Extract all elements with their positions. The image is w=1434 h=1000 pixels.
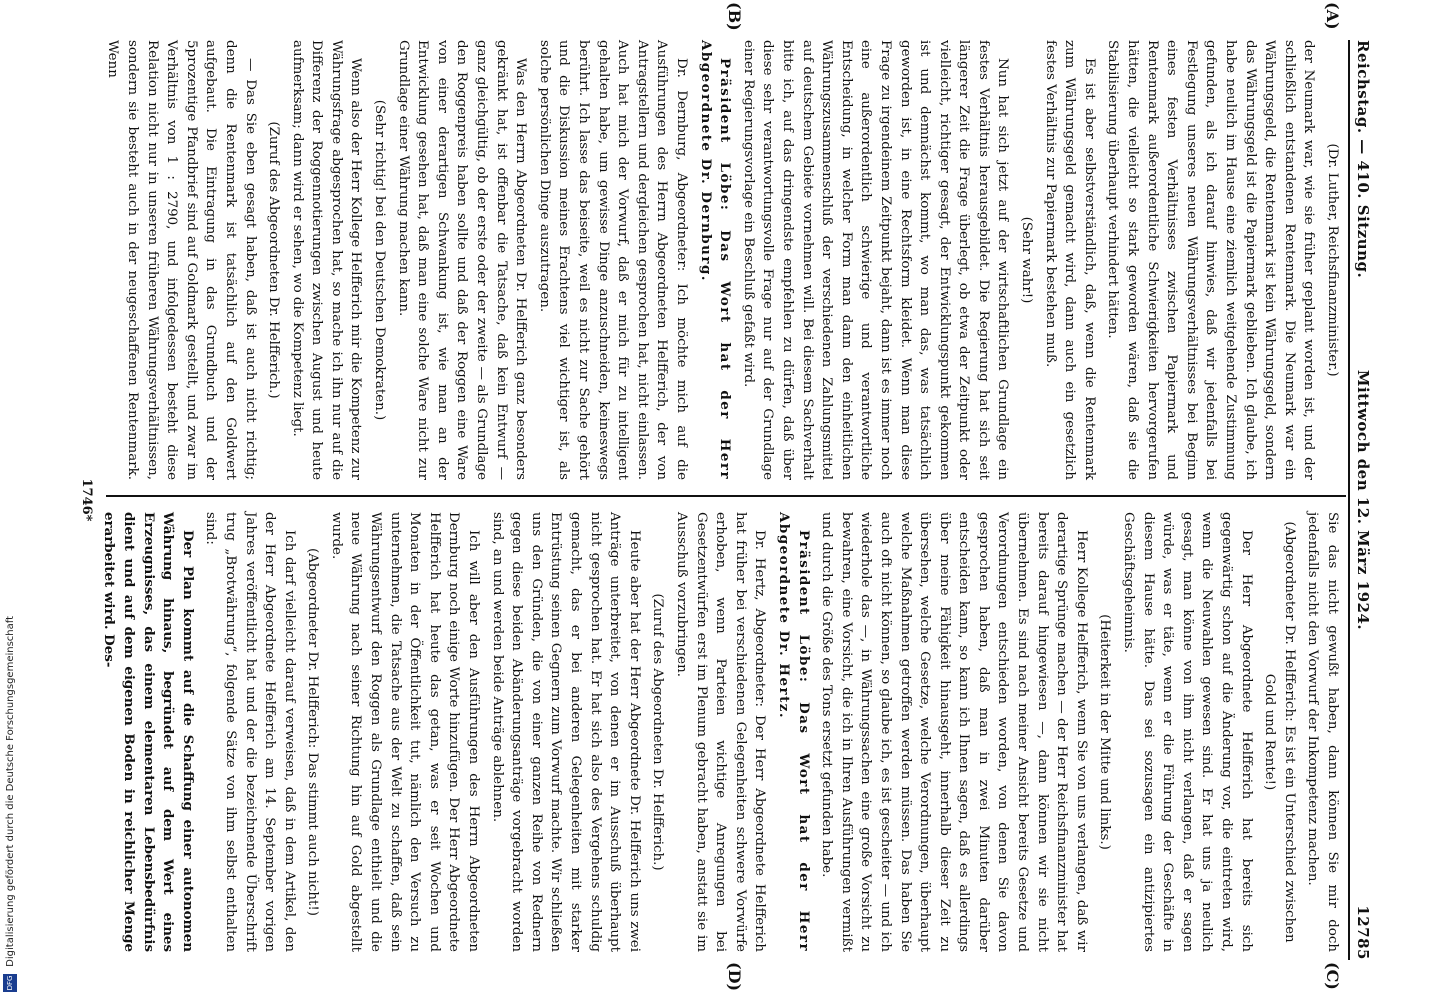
paragraph: Wenn also der Herr Kollege Helfferich mir die Kompetenz zur Währungsfrage abgesprochen hat, so mache ich ihn nur auf die Differenz der Roggennotierungen zwischen August und heute aufmerksam; dann wird er sehen, wo die Kompetenz liegt. [289,40,364,480]
credit-text: Digitalisierung gefördert durch die Deutsche Forschungsgemeinschaft [5,615,16,967]
paragraph: Der Plan kommt auf die Schaffung einer autonomen Währung hinaus, begründet auf dem Wert eines Erzeugnisses, das einem elementaren Lebensbedürfnis dient und auf dem eigenen Boden in reichlicher Menge erarbeitet wird. Des- [101,512,196,952]
paragraph: (Heiterkeit in der Mitte und links.) [1097,614,1113,850]
paragraph: (Zuruf des Abgeordneten Dr. Helfferich.) [650,593,666,871]
paragraph: — Das Sie eben gesagt haben, daß ist auch nicht richtig; denn die Rentenmark ist tatsächlich auf den Goldwert aufgebaut. Die Eintragung in das Grundbuch und der 5prozentige Pfandbrief sind auf Goldmark gestellt, und zwar im Verhältnis von 1 : 2790, und infolgedessen besteht diese Relation nicht nur in unseren früheren Währungsverhältnissen, sondern sie besteht auch in der neugeschaffenen Rentenmark. Wenn [105,40,258,480]
paragraph: (Abgeordneter Dr. Helfferich: Das stimmt auch nicht!) [305,547,321,916]
margin-marker-c: (C) [1323,962,1342,990]
header-left: Reichstag. — 410. Sitzung. [1354,40,1372,279]
left-text-column [99,40,1342,480]
paragraph: Dr. Hertz, Abgeordneter: Der Herr Abgeordnete Helfferich hat früher bei verschiedenen Gelegenheiten schwere Vorwürfe erhoben, wenn Parteien wichtige Anregungen bei Gesetzentwürfen erst im Plenum gebracht haben, anstatt sie im Ausschuß vorzubringen. [674,512,768,952]
paragraph: (Abgeordneter Dr. Helfferich: Es ist ein Unterschied zwischen Gold und Rente!) [1262,521,1297,943]
dfg-logo-icon: DFG [3,974,17,992]
paragraph: Nun hat sich jetzt auf der wirtschaftlichen Grundlage ein festes Verhältnis herausgebildet. Die Regierung hat sich seit längerer Zeit die Frage überlegt, ob etwa der Zeitpunkt oder vielleicht, richtiger gesagt, der Entwicklungspunkt gekommen ist und demnächst kommt, wo man das, was tatsächlich geworden ist, in eine Rechtsform kleidet. Wenn man diese Frage zu irgendeinem Zeitpunkt bejaht, dann ist es immer noch eine außerordentlich schwierige und verantwortliche Entscheidung, in welcher Form man dann den einheitlichen Währungszusammenschluß der verschiedenen Zahlungsmittel auf deutschem Gebiete vornehmen will. Bei diesem Sachverhalt bitte ich, auf das dringendste empfehlen zu dürfen, daß über diese sehr verantwortungsvolle Frage nur auf der Grundlage einer Regierungsvorlage ein Beschluß gefaßt wird. [740,40,1011,480]
paragraph: Dr. Dernburg, Abgeordneter: Ich möchte mich auf die Ausführungen des Herrn Abgeordneten Helfferich, der von Antragstellern und dergleichen gesprochen hat, nicht einlassen. Auch hat mich der Vorwurf, daß er mich für zu intelligent gehalten habe, um gewisse Dinge anzuschneiden, keineswegs berührt. Ich lasse das beiseite, weil es nicht zur Sache gehört und die Diskussion meines Erachtens viel wichtiger ist, als solche persönlichen Dinge auszutragen. [536,40,689,480]
page-number: 12785 [1354,905,1372,960]
paragraph: (Sehr richtig! bei den Deutschen Demokraten.) [372,99,388,421]
paragraph: Was den Herrn Abgeordneten Dr. Helfferich ganz besonders gekränkt hat, ist offenbar die Tatsache, daß kein Entwurf — ganz gleichgültig, ob der erste oder der zweite — als Grundlage den Roggenpreis haben sollte und daß der Roggen eine Ware von einer derartigen Schwankung ist, wie man an der Entwicklung gesehen hat, daß man eine solche Ware nicht zur Grundlage einer Währung machen kann. [395,40,529,480]
paragraph: Ich darf vielleicht darauf verweisen, daß in dem Artikel, den der Herr Abgeordnete Helfferich am 14. September vorigen Jahres veröffentlicht hat und der die bezeichnende Überschrift trug „Brotwährung“, folgende Sätze von ihm selbst enthalten sind: [203,512,297,952]
signature-number: 1746* [79,478,94,522]
margin-marker-d: (D) [725,962,744,992]
paragraph: der Neumark war, wie sie früher geplant worden ist, und der schließlich entstandenen Rentenmark. Die Neumark war ein Währungsgeld, die Rentenmark ist kein Währungsgeld, sondern das Währungsgeld ist die Papiermark geblieben. Ich glaube, ich habe neulich im Hause eine ziemlich weitgehende Zustimmung gefunden, als ich darauf hinwies, daß wir jedenfalls bei Festlegung unseres neuen Währungsverhältnisses bei Beginn eines festen Verhältnisses zwischen Papiermark und Rentenmark außerordentliche Schwierigkeiten hervorgerufen hätten, die vielleicht so stark geworden wären, daß sie die Stabilisierung überhaupt verhindert hätten. [1105,40,1317,480]
paragraph: (Sehr wahr!) [1019,216,1035,304]
digitization-credit [0,0,22,1000]
header-center: Mittwoch den 12. März 1924. [1354,369,1372,631]
paragraph: (Zuruf des Abgeordneten Dr. Helfferich.) [266,121,282,399]
paragraph: Heute aber hat der Herr Abgeordnete Dr. Helfferich uns zwei Anträge unterbreitet, von denen er im Ausschuß überhaupt nicht gesprochen hat. Er hat sich also des Vergehens schuldig gemacht, das er bei anderen Gelegenheiten mit starker Entrüstung seinen Gegnern zum Vorwurf machte. Wir schließen uns den Gründen, die von einer ganzen Reihe von Rednern gegen diese beiden Abänderungsanträge vorgebracht worden sind, an und werden beide Anträge ablehnen. [489,512,642,952]
right-text-column [95,512,1342,952]
paragraph: Ich will aber den Ausführungen des Herrn Abgeordneten Dernburg noch einige Worte hinzufügen. Der Herr Abgeordnete Helfferich hat heute das getan, was er seit Wochen und Monaten in der Öffentlichkeit tut, nämlich den Versuch zu unternehmen, die Tatsache aus der Welt zu schaffen, daß sein Währungsentwurf den Roggen als Grundlage enthielt und die neue Währung nach seiner Richtung hin auf Gold abgestellt wurde. [328,512,482,952]
speaker-line: Präsident Löbe: Das Wort hat der Herr Abgeordnete Dr. Hertz. [775,512,812,952]
margin-marker-a: (A) [1323,2,1342,30]
paragraph: Der Herr Abgeordnete Helfferich hat bereits sich gegenwärtig schon auf die Änderung vor, die eintreten wird, wenn die Neuwahlen gewesen sind. Er hat uns ja neulich gesagt, man könne von ihm nicht verlangen, daß er sagen würde, was er täte, wenn er die Führung der Geschäfte in diesem Hause hätte. Das sei sozusagen ein antizipiertes Geschäftsgeheimnis. [1121,512,1254,952]
paragraph: Sie das nicht gewußt haben, dann können Sie mir doch jedenfalls nicht den Vorwurf der Inkompetenz machen. [1305,512,1340,952]
paragraph: Es ist aber selbstverständlich, daß, wenn die Rentenmark zum Währungsgeld gemacht wird, dann auch ein gesetzlich festes Verhältnis zur Papiermark bestehen muß. [1042,40,1097,480]
page-header [1348,40,1372,960]
header-rule [1348,40,1350,960]
paragraph: Herr Kollege Helfferich, wenn Sie von uns verlangen, daß wir derartige Sprünge machen — der Herr Reichsfinanzminister hat bereits darauf hingewiesen —, dann können wir sie nicht übernehmen. Es sind nach meiner Ansicht bereits Gesetze und Verordnungen entschieden worden, von denen Sie davon gesprochen haben, daß man in zwei Minuten darüber entscheiden kann, so kann ich Ihnen sagen, daß es allerdings über meine Fähigkeit hinausgeht, innerhalb dieser Zeit zu übersehen, welche Gesetze, welche Verordnungen, überhaupt welche Maßnahmen getroffen werden müssen. Das haben Sie auch oft nicht können, so glaube ich, es ist gescheiter — und ich wiederhole das —, in Währungssachen eine große Vorsicht zu bewahren, eine Vorsicht, die ich in Ihren Ausführungen vermißt und durch die Größe des Tons ersetzt gefunden habe. [819,512,1089,952]
column-divider [106,495,1346,497]
paragraph: (Dr. Luther, Reichsfinanzminister.) [1325,143,1340,377]
margin-marker-b: (B) [725,2,744,31]
speaker-line: Präsident Löbe: Das Wort hat der Herr Abgeordnete Dr. Dernburg. [697,40,734,480]
